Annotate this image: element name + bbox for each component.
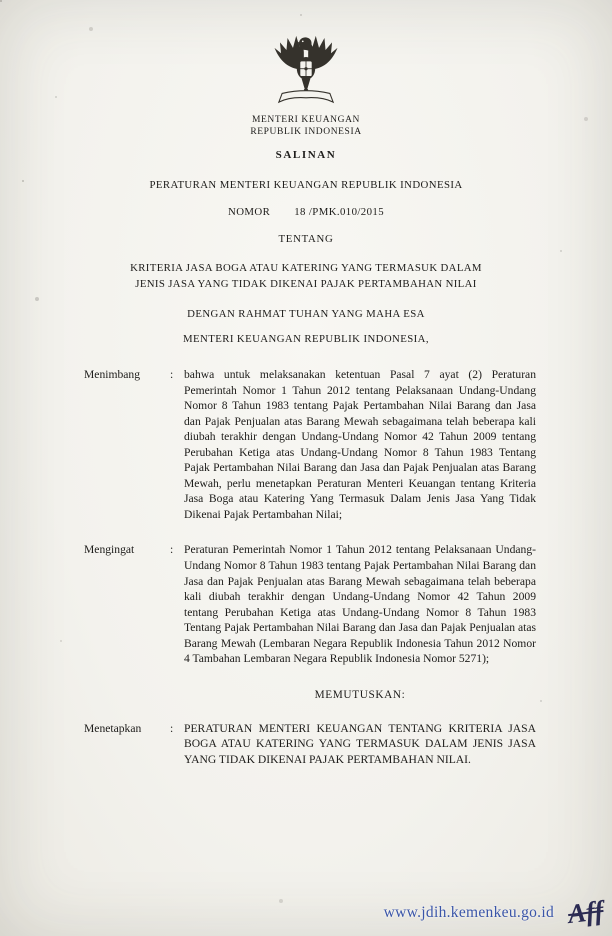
regulation-number-line [0, 206, 612, 218]
document-body [0, 367, 612, 767]
clause-label: Menetapkan [84, 721, 142, 735]
authority-line: MENTERI KEUANGAN REPUBLIK INDONESIA, [183, 333, 429, 346]
tentang-label: TENTANG [278, 232, 334, 245]
invocation-line: DENGAN RAHMAT TUHAN YANG MAHA ESA [187, 308, 425, 321]
regulation-title: PERATURAN MENTERI KEUANGAN REPUBLIK INDONESIA [149, 178, 463, 191]
clause-colon: : [170, 368, 174, 382]
nomor-value: 18 /PMK.010/2015 [294, 205, 384, 218]
subject-line-2: JENIS JASA YANG TIDAK DIKENAI PAJAK PERTAMBAHAN NILAI [135, 278, 477, 291]
nomor-label: NOMOR [228, 205, 271, 218]
scan-noise [0, 0, 2, 2]
clause-label: Menimbang [84, 368, 141, 382]
clause-menimbang [84, 367, 536, 522]
salinan-label: SALINAN [275, 148, 337, 161]
clause-colon: : [170, 543, 174, 557]
clause-label: Mengingat [84, 543, 135, 557]
garuda-pancasila-emblem [268, 28, 344, 110]
ministry-country: REPUBLIK INDONESIA [250, 127, 362, 138]
handwritten-initials: Aff [566, 894, 606, 930]
clause-mengingat [84, 542, 536, 666]
clause-text: bahwa untuk melaksanakan ketentuan Pasal 7 ayat (2) Peraturan Pemerintah Nomor 1 Tahun 2012 tentang Pelaksanaan Undang-Undang Nomor 8 Tahun 1983 tentang Pajak Pertambahan Nilai Barang dan Jasa dan Pajak Penjualan atas Barang Mewah sebagaimana telah beberapa kali diubah terakhir dengan Undang-Undang Nomor 42 Tahun 2009 tentang Perubahan Ketiga atas Undang-Undang Nomor 8 Tahun 1983 Tentang Pajak Pertambahan Nilai Barang dan Jasa dan Pajak Penjualan atas Barang Mewah, perlu menetapkan Peraturan Menteri Keuangan tentang Kriteria Jasa Boga atau Katering Yang Termasuk Dalam Jenis Jasa Yang Tidak Dikenai Pajak Pertambahan Nilai; [184, 368, 536, 521]
memutuskan-heading: MEMUTUSKAN: [314, 688, 406, 701]
ministry-name: MENTERI KEUANGAN [251, 115, 361, 125]
clause-text: Peraturan Pemerintah Nomor 1 Tahun 2012 tentang Pelaksanaan Undang-Undang Nomor 8 Tahun 1983 tentang Pajak Pertambahan Nilai Barang dan Jasa dan Pajak Penjualan atas Barang Mewah sebagaimana telah beberapa kali diubah terakhir dengan Undang-Undang Nomor 42 Tahun 2009 tentang Perubahan Ketiga atas Undang-Undang Nomor 8 Tahun 1983 Tentang Pajak Pertambahan Nilai Barang dan Jasa dan Pajak Penjualan atas Barang Mewah (Lembaran Negara Republik Indonesia Tahun 2012 Nomor 4 Tambahan Lembaran Negara Republik Indonesia Nomor 5271); [184, 543, 536, 666]
clause-menetapkan [84, 721, 536, 768]
regulation-subject [0, 260, 612, 293]
clause-colon: : [170, 721, 174, 735]
clause-text: PERATURAN MENTERI KEUANGAN TENTANG KRITERIA JASA BOGA ATAU KATERING YANG TERMASUK DALAM JENIS JASA YANG TIDAK DIKENAI PAJAK PERTAMBAHAN NILAI. [184, 721, 536, 766]
document-header [0, 0, 612, 345]
jdih-url-link[interactable]: www.jdih.kemenkeu.go.id [383, 904, 554, 921]
subject-line-1: KRITERIA JASA BOGA ATAU KATERING YANG TERMASUK DALAM [130, 261, 482, 274]
